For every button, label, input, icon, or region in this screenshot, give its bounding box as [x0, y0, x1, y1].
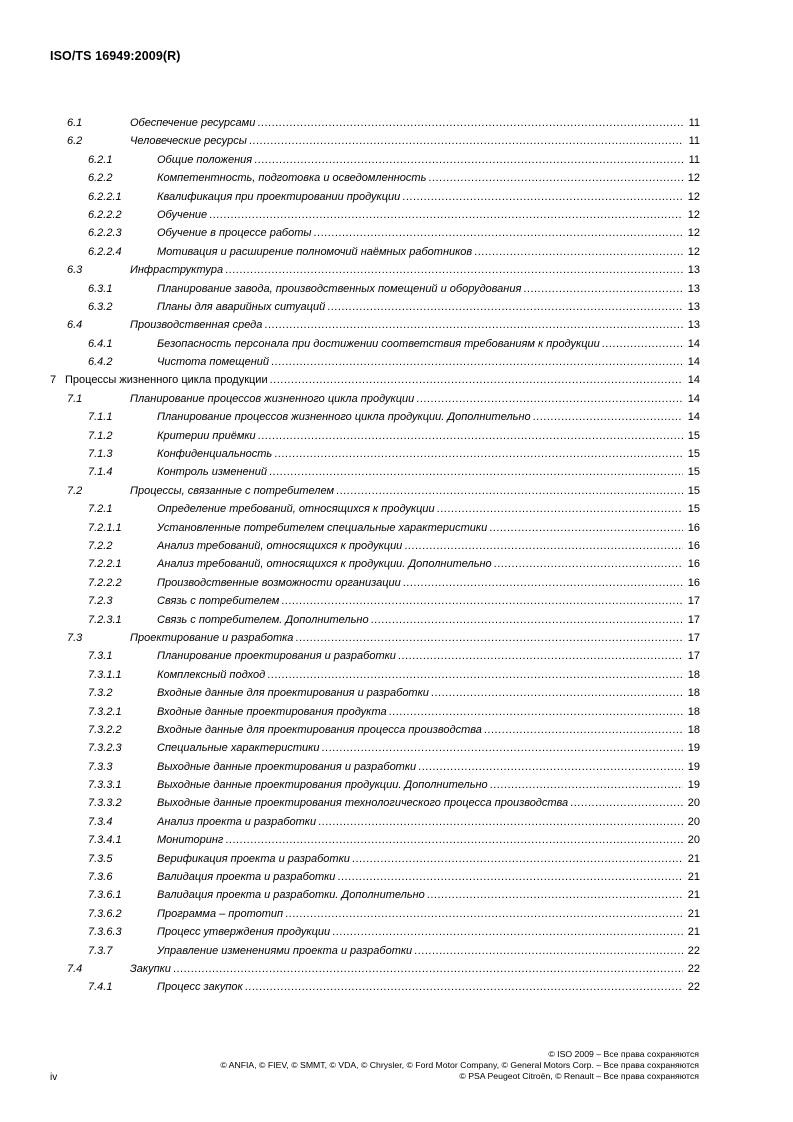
toc-entry-title: Валидация проекта и разработки. Дополнительно: [157, 889, 425, 902]
toc-entry-page: 15: [687, 503, 700, 516]
dot-leader: [602, 335, 683, 353]
toc-entry-title: Компетентность, подготовка и осведомленность: [157, 172, 427, 185]
toc-entry-number: 7.2.2: [88, 539, 113, 552]
toc-entry-page: 17: [687, 631, 700, 644]
toc-entry-number: 7.1.3: [88, 448, 113, 461]
toc-entry-page: 13: [687, 300, 700, 313]
dot-leader: [484, 721, 683, 739]
toc-entry[interactable]: [50, 316, 700, 334]
toc-entry-title: Процессы жизненного цикла продукции: [65, 374, 268, 387]
dot-leader: [404, 537, 683, 555]
toc-entry-number: 7.4: [67, 962, 83, 975]
dot-leader: [209, 206, 683, 224]
dot-leader: [371, 611, 683, 629]
toc-entry-page: 16: [687, 576, 700, 589]
toc-entry-leader-line: [130, 132, 700, 150]
toc-entry-title: Планирование завода, производственных помещений и оборудования: [157, 282, 522, 295]
toc-entry-leader-line: [157, 739, 700, 757]
toc-entry-leader-line: [130, 316, 700, 334]
toc-entry-title: Квалификация при проектировании продукции: [157, 190, 401, 203]
toc-entry-leader-line: [157, 151, 700, 169]
toc-entry[interactable]: [50, 574, 700, 592]
toc-entry-leader-line: [157, 703, 700, 721]
toc-entry-title: Анализ требований, относящихся к продукции. Дополнительно: [157, 558, 492, 571]
dot-leader: [257, 114, 683, 132]
toc-entry-leader-line: [130, 390, 700, 408]
toc-entry-title: Входные данные проектирования продукта: [157, 705, 387, 718]
dot-leader: [570, 794, 683, 812]
toc-entry-page: 20: [687, 834, 700, 847]
toc-entry-title: Связь с потребителем: [157, 595, 280, 608]
toc-entry-title: Мониторинг: [157, 834, 224, 847]
toc-entry-number: 7.3.2: [88, 687, 113, 700]
toc-entry-title: Чистота помещений: [157, 356, 269, 369]
toc-entry[interactable]: [50, 978, 700, 996]
copyright-line-psa-renault: © PSA Peugeot Citroën, © Renault – Все права сохраняются: [459, 1071, 699, 1082]
toc-entry-leader-line: [157, 794, 700, 812]
toc-entry-number: 6.2.2: [88, 172, 113, 185]
toc-entry-title: Критерии приёмки: [157, 429, 256, 442]
toc-entry-title: Специальные характеристики: [157, 742, 320, 755]
toc-entry[interactable]: [50, 537, 700, 555]
dot-leader: [285, 905, 683, 923]
toc-entry-number: 7.2.1.1: [88, 521, 122, 534]
toc-entry-leader-line: [157, 519, 700, 537]
toc-entry-page: 21: [687, 889, 700, 902]
toc-entry-number: 7.3.1: [88, 650, 113, 663]
toc-entry-page: 14: [687, 392, 700, 405]
toc-entry-page: 14: [687, 374, 700, 387]
toc-entry-number: 7.3.3.2: [88, 797, 122, 810]
toc-entry-title: Проектирование и разработка: [130, 631, 294, 644]
toc-entry-leader-line: [157, 611, 700, 629]
toc-entry-page: 18: [687, 723, 700, 736]
toc-entry-title: Процесс утверждения продукции: [157, 926, 331, 939]
dot-leader: [523, 280, 683, 298]
dot-leader: [431, 684, 683, 702]
toc-entry-number: 7.4.1: [88, 981, 113, 994]
toc-entry-number: 7.1.1: [88, 411, 113, 424]
toc-entry-leader-line: [157, 224, 700, 242]
toc-entry-title: Обучение: [157, 208, 208, 221]
toc-entry[interactable]: [50, 721, 700, 739]
toc-entry-number: 7.1.2: [88, 429, 113, 442]
toc-entry[interactable]: [50, 629, 700, 647]
toc-entry-number: 7.2.2.1: [88, 558, 122, 571]
toc-entry[interactable]: [50, 132, 700, 150]
dot-leader: [336, 482, 683, 500]
dot-leader: [264, 316, 683, 334]
dot-leader: [427, 886, 683, 904]
toc-entry[interactable]: [50, 923, 700, 941]
toc-entry-page: 12: [687, 190, 700, 203]
toc-entry-number: 7.3.3: [88, 760, 113, 773]
toc-entry-number: 7.3.6.1: [88, 889, 122, 902]
dot-leader: [403, 574, 683, 592]
toc-entry[interactable]: [50, 335, 700, 353]
toc-entry-title: Выходные данные проектирования технологического процесса производства: [157, 797, 569, 810]
toc-entry-leader-line: [157, 647, 700, 665]
toc-entry-leader-line: [130, 960, 700, 978]
toc-entry[interactable]: [50, 353, 700, 371]
dot-leader: [281, 592, 683, 610]
toc-entry-number: 7.2.1: [88, 503, 113, 516]
toc-entry-page: 15: [687, 484, 700, 497]
toc-entry-number: 7.3.2.2: [88, 723, 122, 736]
toc-entry-page: 20: [687, 815, 700, 828]
toc-entry-number: 7.2.3: [88, 595, 113, 608]
toc-entry[interactable]: [50, 261, 700, 279]
toc-entry-page: 18: [687, 668, 700, 681]
toc-entry-page: 15: [687, 466, 700, 479]
toc-entry-title: Общие положения: [157, 153, 253, 166]
toc-entry-title: Планирование проектирования и разработки: [157, 650, 396, 663]
toc-entry-title: Обучение в процессе работы: [157, 227, 312, 240]
toc-entry-title: Программа – прототип: [157, 907, 284, 920]
toc-entry-title: Комплексный подход: [157, 668, 266, 681]
dot-leader: [269, 463, 683, 481]
toc-entry-number: 7.3.2.3: [88, 742, 122, 755]
toc-entry-page: 20: [687, 797, 700, 810]
copyright-line-organizations: © ANFIA, © FIEV, © SMMT, © VDA, © Chrysler, © Ford Motor Company, © General Motors Corp. – Все права сохраняются: [220, 1060, 699, 1071]
toc-entry-leader-line: [157, 684, 700, 702]
toc-entry[interactable]: [50, 371, 700, 389]
toc-entry-leader-line: [157, 721, 700, 739]
toc-entry-number: 7.3.6.3: [88, 926, 122, 939]
toc-entry-title: Управление изменениями проекта и разработки: [157, 944, 413, 957]
toc-entry-page: 12: [687, 208, 700, 221]
dot-leader: [225, 831, 683, 849]
toc-entry-number: 6.2.2.4: [88, 245, 122, 258]
toc-entry-page: 16: [687, 539, 700, 552]
dot-leader: [258, 427, 683, 445]
toc-entry[interactable]: [50, 151, 700, 169]
dot-leader: [295, 629, 683, 647]
toc-entry-title: Инфраструктура: [130, 264, 224, 277]
toc-entry-leader-line: [157, 353, 700, 371]
dot-leader: [418, 758, 683, 776]
dot-leader: [428, 169, 683, 187]
toc-entry-number: 6.3: [67, 264, 83, 277]
toc-entry-title: Закупки: [130, 962, 171, 975]
toc-entry-leader-line: [157, 169, 700, 187]
toc-entry-number: 7.3.4: [88, 815, 113, 828]
dot-leader: [254, 151, 683, 169]
dot-leader: [416, 390, 683, 408]
toc-entry-page: 12: [687, 172, 700, 185]
toc-entry-page: 12: [687, 227, 700, 240]
dot-leader: [314, 224, 684, 242]
toc-entry[interactable]: [50, 868, 700, 886]
toc-entry-page: 21: [687, 907, 700, 920]
dot-leader: [225, 261, 683, 279]
toc-entry-leader-line: [157, 188, 700, 206]
toc-entry-number: 7.3.4.1: [88, 834, 122, 847]
dot-leader: [398, 647, 683, 665]
toc-entry[interactable]: [50, 206, 700, 224]
copyright-footer: [220, 1049, 699, 1083]
toc-entry-leader-line: [157, 978, 700, 996]
toc-entry-number: 7.3.6: [88, 871, 113, 884]
toc-entry-leader-line: [157, 243, 700, 261]
toc-entry[interactable]: [50, 703, 700, 721]
toc-entry-leader-line: [130, 114, 700, 132]
dot-leader: [352, 850, 683, 868]
toc-entry-leader-line: [157, 905, 700, 923]
dot-leader: [437, 500, 683, 518]
toc-entry-page: 18: [687, 705, 700, 718]
toc-entry[interactable]: [50, 298, 700, 316]
toc-entry[interactable]: [50, 647, 700, 665]
toc-entry-title: Процессы, связанные с потребителем: [130, 484, 335, 497]
toc-entry-title: Безопасность персонала при достижении соответствия требованиям к продукции: [157, 337, 600, 350]
toc-entry-leader-line: [157, 831, 700, 849]
toc-entry-number: 6.2.1: [88, 153, 113, 166]
dot-leader: [318, 813, 683, 831]
toc-entry-leader-line: [157, 942, 700, 960]
toc-entry-number: 6.2.2.3: [88, 227, 122, 240]
toc-entry[interactable]: [50, 555, 700, 573]
dot-leader: [270, 371, 683, 389]
toc-entry-title: Человеческие ресурсы: [130, 135, 247, 148]
toc-entry-page: 13: [687, 319, 700, 332]
dot-leader: [245, 978, 683, 996]
toc-entry-leader-line: [157, 335, 700, 353]
toc-entry[interactable]: [50, 776, 700, 794]
toc-entry-leader-line: [157, 574, 700, 592]
toc-entry-number: 6.4: [67, 319, 83, 332]
dot-leader: [414, 942, 683, 960]
dot-leader: [173, 960, 683, 978]
toc-entry[interactable]: [50, 592, 700, 610]
toc-entry[interactable]: [50, 169, 700, 187]
toc-entry-leader-line: [157, 280, 700, 298]
toc-entry-page: 14: [687, 356, 700, 369]
toc-entry-leader-line: [130, 482, 700, 500]
dot-leader: [249, 132, 683, 150]
dot-leader: [274, 445, 683, 463]
dot-leader: [494, 555, 683, 573]
toc-entry-page: 19: [687, 760, 700, 773]
dot-leader: [490, 776, 683, 794]
toc-entry-page: 22: [687, 981, 700, 994]
toc-entry-leader-line: [157, 592, 700, 610]
toc-entry-page: 11: [688, 153, 700, 166]
toc-entry-page: 13: [687, 282, 700, 295]
toc-entry-title: Выходные данные проектирования и разработки: [157, 760, 417, 773]
toc-entry-page: 15: [687, 429, 700, 442]
toc-entry[interactable]: [50, 500, 700, 518]
copyright-line-iso: © ISO 2009 – Все права сохраняются: [548, 1049, 699, 1059]
toc-entry-leader-line: [157, 776, 700, 794]
toc-entry-title: Планы для аварийных ситуаций: [157, 300, 326, 313]
toc-entry-number: 7.3: [67, 631, 83, 644]
toc-entry-leader-line: [157, 445, 700, 463]
toc-entry-page: 11: [688, 135, 700, 148]
toc-entry-title: Связь с потребителем. Дополнительно: [157, 613, 369, 626]
toc-entry[interactable]: [50, 905, 700, 923]
dot-leader: [321, 739, 683, 757]
toc-entry-number: 6.2.2.2: [88, 208, 122, 221]
toc-entry-number: 7.2.2.2: [88, 576, 122, 589]
toc-entry[interactable]: [50, 942, 700, 960]
toc-entry-page: 17: [687, 595, 700, 608]
dot-leader: [402, 188, 683, 206]
toc-entry-title: Входные данные для проектирования процесса производства: [157, 723, 482, 736]
toc-entry-leader-line: [130, 629, 700, 647]
toc-entry[interactable]: [50, 408, 700, 426]
toc-entry-number: 7.1.4: [88, 466, 113, 479]
toc-entry-number: 7.3.5: [88, 852, 113, 865]
toc-entry-leader-line: [157, 850, 700, 868]
toc-entry-title: Конфиденциальность: [157, 448, 273, 461]
toc-entry-number: 7.3.7: [88, 944, 113, 957]
toc-entry-number: 7.3.1.1: [88, 668, 122, 681]
toc-entry-leader-line: [157, 886, 700, 904]
toc-entry-title: Установленные потребителем специальные характеристики: [157, 521, 488, 534]
toc-entry-number: 6.3.2: [88, 300, 113, 313]
toc-entry-title: Анализ требований, относящихся к продукции: [157, 539, 403, 552]
toc-entry[interactable]: [50, 224, 700, 242]
toc-entry-leader-line: [157, 813, 700, 831]
toc-entry-leader-line: [157, 666, 700, 684]
toc-entry-leader-line: [157, 206, 700, 224]
toc-entry-page: 21: [687, 852, 700, 865]
toc-entry-title: Контроль изменений: [157, 466, 267, 479]
toc-entry-page: 17: [687, 613, 700, 626]
toc-entry-leader-line: [157, 298, 700, 316]
toc-entry-title: Определение требований, относящихся к продукции: [157, 503, 435, 516]
toc-entry[interactable]: [50, 739, 700, 757]
toc-entry[interactable]: [50, 390, 700, 408]
toc-entry-number: 6.4.2: [88, 356, 113, 369]
toc-entry[interactable]: [50, 758, 700, 776]
toc-entry-leader-line: [130, 261, 700, 279]
toc-entry-title: Анализ проекта и разработки: [157, 815, 317, 828]
toc-entry-page: 14: [687, 337, 700, 350]
toc-entry[interactable]: [50, 684, 700, 702]
dot-leader: [337, 868, 683, 886]
toc-entry-page: 16: [687, 558, 700, 571]
dot-leader: [389, 703, 683, 721]
toc-entry-page: 16: [687, 521, 700, 534]
toc-entry-page: 15: [687, 448, 700, 461]
toc-entry[interactable]: [50, 445, 700, 463]
toc-entry-title: Мотивация и расширение полномочий наёмных работников: [157, 245, 473, 258]
toc-entry-title: Обеспечение ресурсами: [130, 117, 256, 129]
toc-entry-leader-line: [157, 463, 700, 481]
toc-entry[interactable]: [50, 427, 700, 445]
toc-entry-number: 6.2.2.1: [88, 190, 122, 203]
toc-entry-title: Валидация проекта и разработки: [157, 871, 336, 884]
toc-entry-leader-line: [157, 555, 700, 573]
toc-entry[interactable]: [50, 794, 700, 812]
toc-entry-number: 7.2.3.1: [88, 613, 122, 626]
toc-entry[interactable]: [50, 611, 700, 629]
toc-entry-number: 6.1: [67, 117, 83, 129]
toc-entry[interactable]: [50, 482, 700, 500]
toc-entry[interactable]: [50, 831, 700, 849]
toc-entry-number: 6.3.1: [88, 282, 113, 295]
toc-entry-title: Производственная среда: [130, 319, 263, 332]
dot-leader: [267, 666, 683, 684]
document-header: ISO/TS 16949:2009(R): [50, 49, 181, 63]
toc-entry-page: 13: [687, 264, 700, 277]
toc-entry-page: 21: [687, 926, 700, 939]
toc-entry[interactable]: [50, 960, 700, 978]
dot-leader: [533, 408, 683, 426]
toc-entry-title: Выходные данные проектирования продукции. Дополнительно: [157, 779, 488, 792]
toc-entry[interactable]: [50, 280, 700, 298]
toc-entry-number: 7: [50, 374, 57, 387]
table-of-contents: [50, 114, 700, 997]
dot-leader: [271, 353, 683, 371]
toc-entry[interactable]: [50, 463, 700, 481]
dot-leader: [327, 298, 683, 316]
toc-entry[interactable]: [50, 188, 700, 206]
toc-entry-leader-line: [157, 408, 700, 426]
toc-entry-page: 12: [687, 245, 700, 258]
toc-entry-number: 6.2: [67, 135, 83, 148]
toc-entry-leader-line: [157, 758, 700, 776]
toc-entry-page: 17: [687, 650, 700, 663]
toc-entry-page: 22: [687, 962, 700, 975]
toc-entry-page: 22: [687, 944, 700, 957]
toc-entry-leader-line: [157, 500, 700, 518]
toc-entry-number: 7.2: [67, 484, 83, 497]
dot-leader: [332, 923, 683, 941]
dot-leader: [474, 243, 683, 261]
toc-entry[interactable]: [50, 114, 700, 132]
toc-entry-number: 7.3.3.1: [88, 779, 122, 792]
toc-entry-number: 7.3.6.2: [88, 907, 122, 920]
toc-entry-title: Планирование процессов жизненного цикла продукции: [130, 392, 415, 405]
toc-entry-page: 21: [687, 871, 700, 884]
toc-entry-title: Планирование процессов жизненного цикла продукции. Дополнительно: [157, 411, 531, 424]
toc-entry[interactable]: [50, 813, 700, 831]
dot-leader: [489, 519, 683, 537]
toc-entry-title: Производственные возможности организации: [157, 576, 401, 589]
toc-entry[interactable]: [50, 666, 700, 684]
toc-entry-leader-line: [157, 923, 700, 941]
toc-entry-leader-line: [157, 537, 700, 555]
toc-entry-page: 19: [687, 779, 700, 792]
toc-entry[interactable]: [50, 243, 700, 261]
toc-entry-page: 19: [687, 742, 700, 755]
toc-entry-leader-line: [157, 868, 700, 886]
page-number: iv: [50, 1072, 58, 1083]
toc-entry-number: 7.3.2.1: [88, 705, 122, 718]
toc-entry-page: 18: [687, 687, 700, 700]
toc-entry-title: Процесс закупок: [157, 981, 243, 994]
toc-entry-leader-line: [65, 371, 700, 389]
toc-entry[interactable]: [50, 850, 700, 868]
toc-entry[interactable]: [50, 886, 700, 904]
toc-entry-number: 6.4.1: [88, 337, 113, 350]
toc-entry-title: Верификация проекта и разработки: [157, 852, 350, 865]
toc-entry-page: 11: [688, 117, 700, 129]
toc-entry[interactable]: [50, 519, 700, 537]
toc-entry-leader-line: [157, 427, 700, 445]
toc-entry-page: 14: [687, 411, 700, 424]
toc-entry-title: Входные данные для проектирования и разработки: [157, 687, 429, 700]
toc-entry-number: 7.1: [67, 392, 83, 405]
